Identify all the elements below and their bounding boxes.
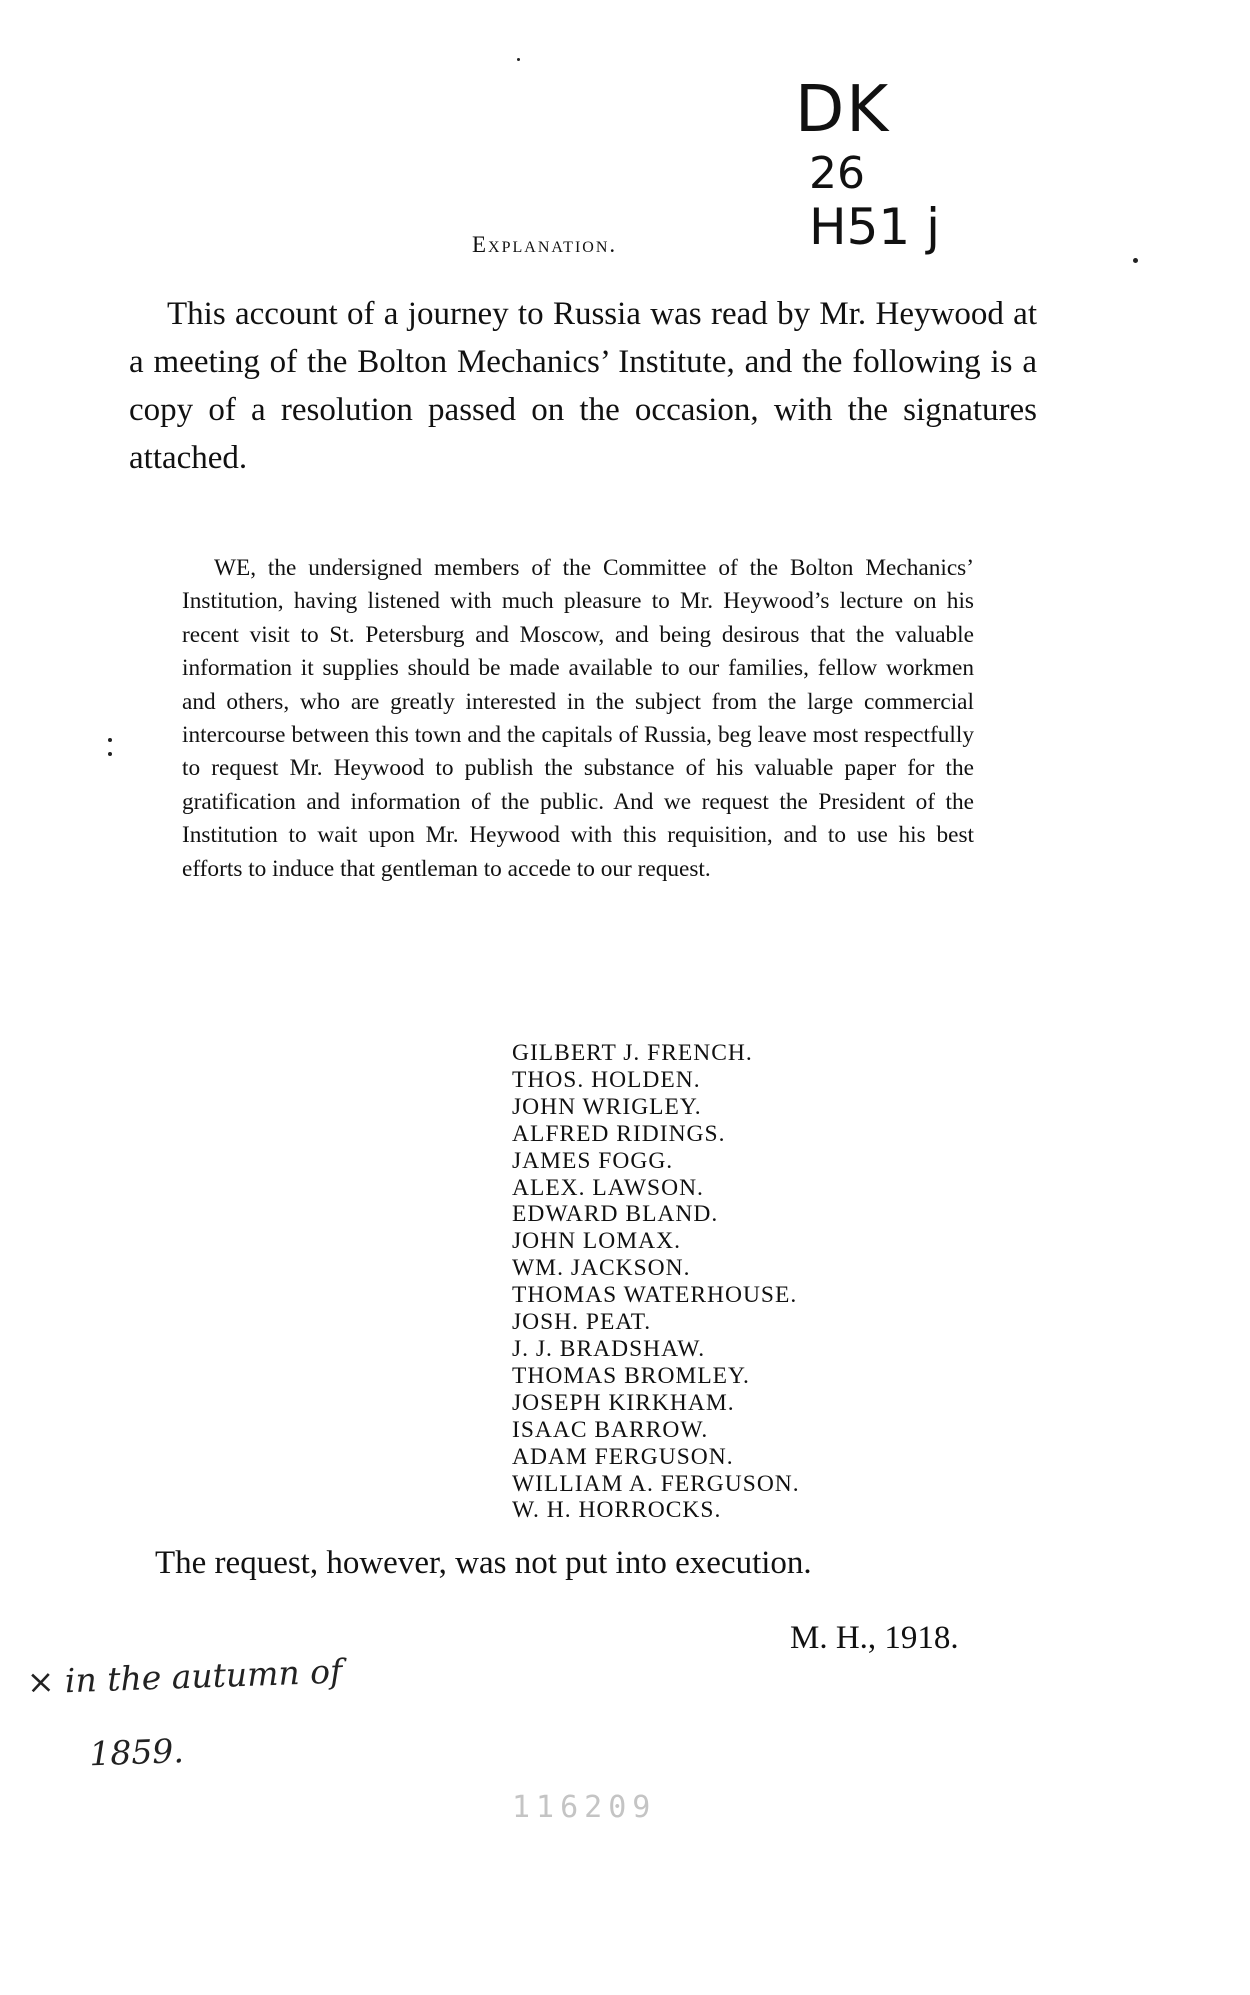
signature-item: EDWARD BLAND. (512, 1201, 719, 1228)
scan-speck (108, 738, 112, 742)
signature-item: JOHN LOMAX. (512, 1228, 681, 1255)
signature-item: ALEX. LAWSON. (512, 1174, 704, 1201)
faint-library-stamp: 116209 (512, 1790, 657, 1825)
signature-item: WILLIAM A. FERGUSON. (512, 1470, 800, 1497)
signature-item: ADAM FERGUSON. (512, 1443, 734, 1470)
scan-speck (1133, 258, 1138, 263)
signature-item: JOSEPH KIRKHAM. (512, 1389, 735, 1416)
resolution-text: WE, the undersigned members of the Committee of the Bolton Mechanics’ Institution, having listened with much pleasure to Mr. Heywood’s lecture on his recent visit to St. Petersburg and Moscow, and being desirous that the valuable information it supplies should be made available to our families, fellow workmen and others, who are greatly interested in the subject from the large commercial intercourse between this town and the capitals of Russia, beg leave most respectfully to request Mr. Heywood to publish the substance of his valuable paper for the gratification and information of the public. And we request the President of the Institution to wait upon Mr. Heywood with this requisition, and to use his best efforts to induce that gentleman to accede to our request. (182, 555, 974, 882)
signature-item: THOMAS BROMLEY. (512, 1362, 750, 1389)
signature-item: ALFRED RIDINGS. (512, 1120, 726, 1147)
signature-item: WM. JACKSON. (512, 1255, 691, 1282)
scan-speck (517, 58, 520, 61)
handwritten-note-line-1: × in the autumn of (26, 1651, 343, 1702)
signature-list (512, 1040, 800, 1524)
signature-item: JAMES FOGG. (512, 1147, 674, 1174)
signature-item: THOMAS WATERHOUSE. (512, 1282, 798, 1309)
signature-item: ISAAC BARROW. (512, 1416, 709, 1443)
handwritten-call-number (795, 73, 941, 256)
signature-item: J. J. BRADSHAW. (512, 1335, 706, 1362)
signature-item: GILBERT J. FRENCH. (512, 1040, 753, 1066)
closing-note: The request, however, was not put into execution. (155, 1545, 812, 1581)
call-number-line-2: 26 (809, 148, 865, 199)
handwritten-note-line-2: 1859. (88, 1731, 185, 1774)
call-number-line-1: DK (795, 73, 891, 147)
scan-speck (108, 752, 112, 756)
call-number-line-3: H51 j (809, 198, 941, 256)
signature-item: THOS. HOLDEN. (512, 1066, 701, 1093)
signature-item: JOSH. PEAT. (512, 1309, 652, 1336)
page-heading: Explanation. (472, 232, 618, 257)
signature-item: W. H. HORROCKS. (512, 1497, 722, 1524)
signature-item: JOHN WRIGLEY. (512, 1093, 702, 1120)
handwritten-note (26, 1635, 347, 1794)
intro-paragraph: This account of a journey to Russia was read by Mr. Heywood at a meeting of the Bolton Mechanics’ Institute, and the following is a copy of a resolution passed on the occasion, with the signatures attached. (129, 296, 1037, 476)
signature-date: M. H., 1918. (790, 1620, 959, 1656)
